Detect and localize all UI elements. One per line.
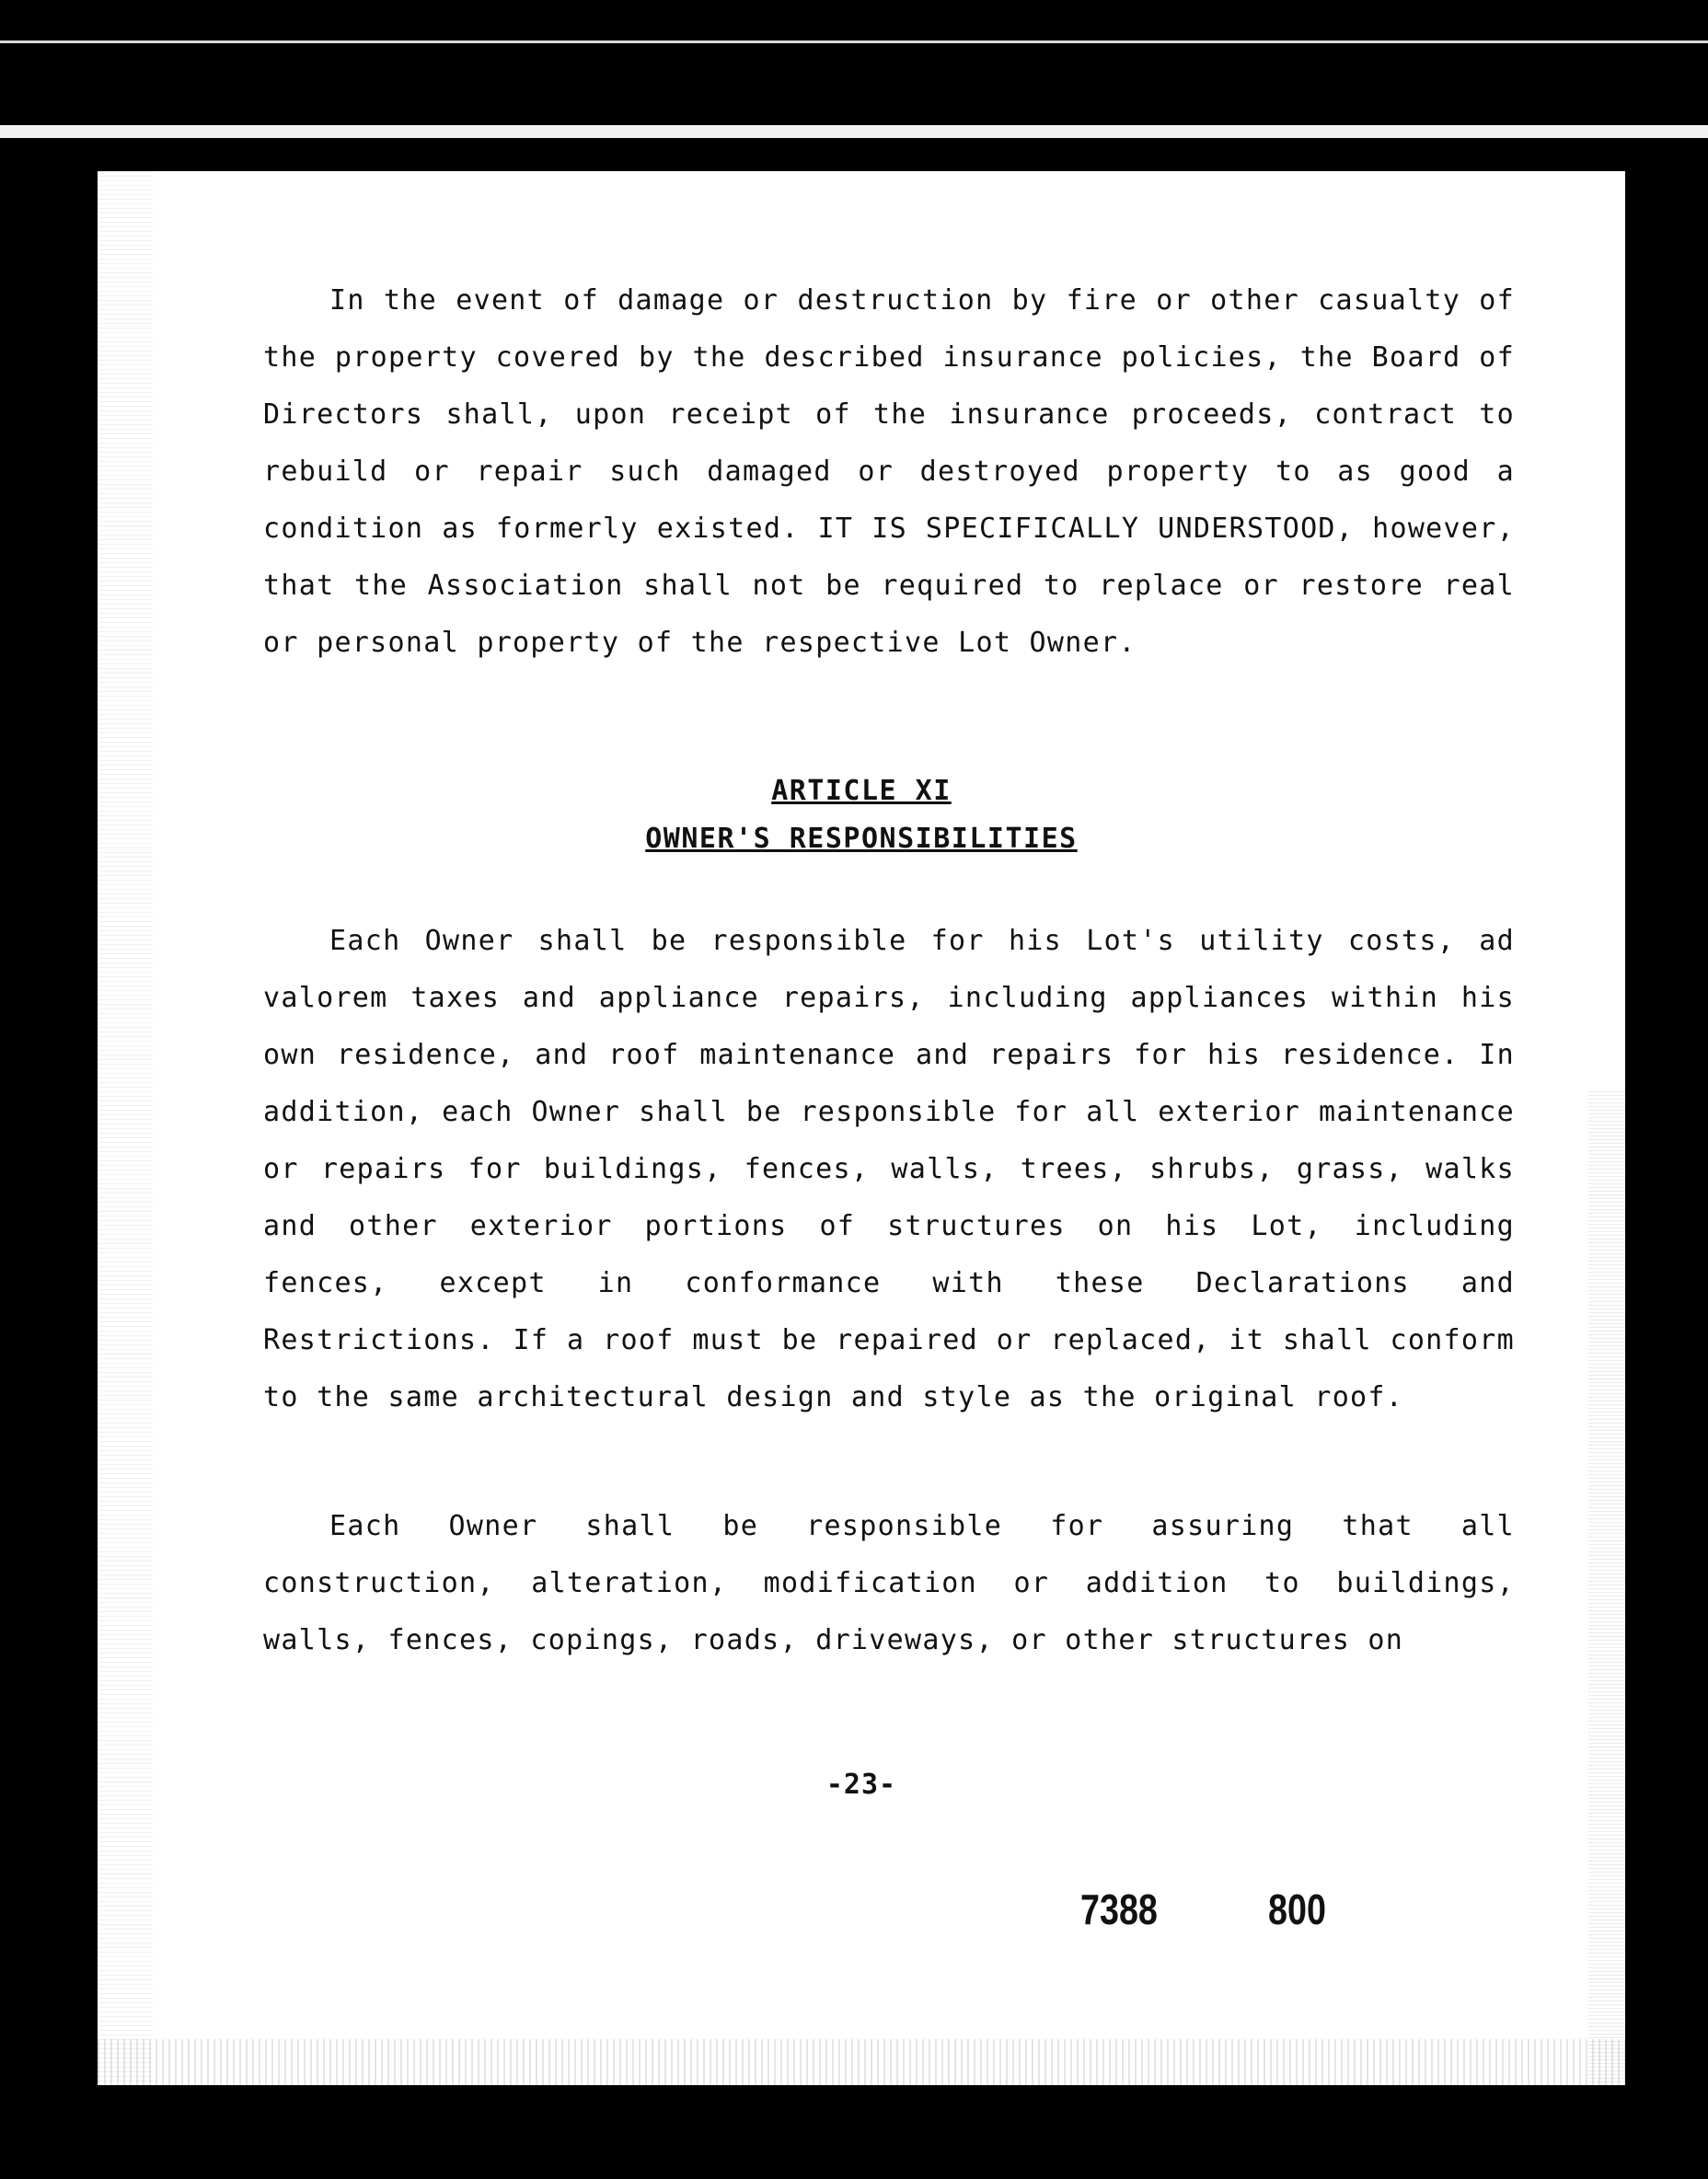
construction-paragraph: Each Owner shall be responsible for assuring that all construction, alteration, modification or addition to buildings, walls, fences, copings, roads, driveways, or other structures on xyxy=(263,1510,1515,1656)
page-number: -23- xyxy=(825,1769,897,1801)
article-heading: ARTICLE XI xyxy=(771,775,952,807)
page-number-stamp: 800 xyxy=(1268,1885,1326,1933)
document-page xyxy=(98,171,1625,2085)
responsibilities-paragraph: Each Owner shall be responsible for his Lot's utility costs, ad valorem taxes and appliance repairs, including appliances within his own residence, and roof maintenance and repairs for his residence. In addition, each Owner shall be responsible for all exterior maintenance or repairs for buildings, fences, walls, trees, shrubs, grass, walks and other exterior portions of structures on his Lot, including fences, except in conformance with these Declarations and Restrictions. If a roof must be repaired or replaced, it shall conform to the same architectural design and style as the original roof. xyxy=(263,925,1515,1413)
article-title: OWNER'S RESPONSIBILITIES xyxy=(645,823,1078,855)
book-number-stamp: 7388 xyxy=(1080,1885,1158,1933)
scan-noise-bottom xyxy=(98,2039,1625,2085)
scan-noise-right xyxy=(1588,1091,1625,2085)
top-rule xyxy=(0,40,1708,43)
insurance-paragraph: In the event of damage or destruction by fire or other casualty of the property covered by the described insurance policies, the Board of Directors shall, upon receipt of the insurance proceeds, contract to rebuild or repair such damaged or destroyed property to as good a condition as formerly existed. IT IS SPECIFICALLY UNDERSTOOD, however, that the Association shall not be required to replace or restore real or personal property of the respective Lot Owner. xyxy=(263,284,1515,659)
top-band xyxy=(0,125,1708,138)
